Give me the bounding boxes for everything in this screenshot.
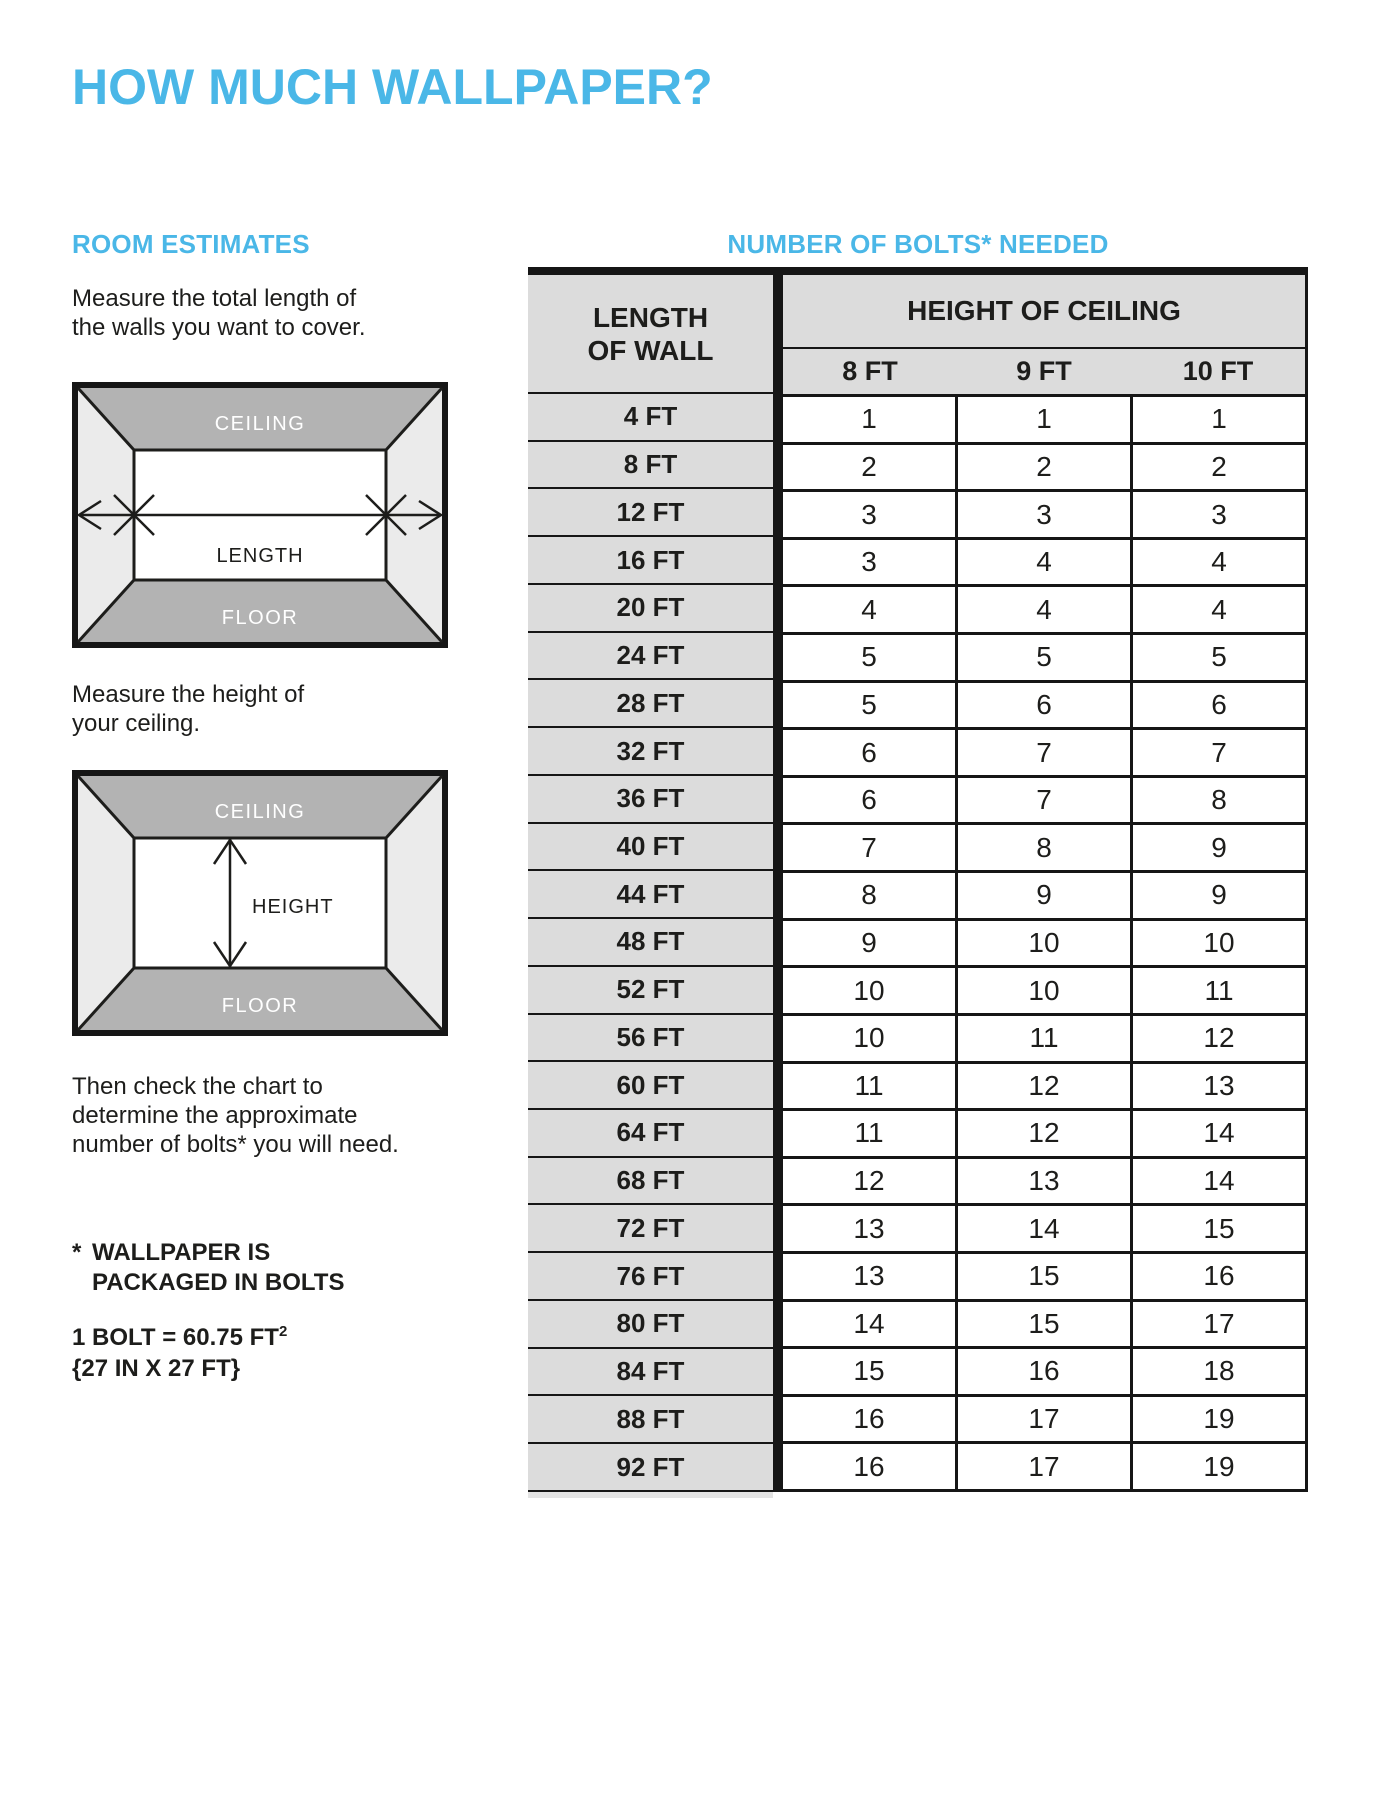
- row-label-cell: 72 FT: [528, 1205, 773, 1253]
- bolt-definition: [72, 1322, 287, 1384]
- bolt-count-cell: 10: [958, 968, 1133, 1013]
- bolt-count-cell: 16: [958, 1349, 1133, 1394]
- col-header-10ft: 10 FT: [1182, 356, 1254, 386]
- table-row: [783, 1302, 1305, 1350]
- floor-label: FLOOR: [221, 995, 299, 1017]
- row-label-cell: 36 FT: [528, 776, 773, 824]
- row-label-cell: 56 FT: [528, 1015, 773, 1063]
- bolt-count-cell: 14: [1133, 1111, 1305, 1156]
- ceiling-height-subheaders: [783, 349, 1305, 394]
- table-row: [783, 1111, 1305, 1159]
- bolt-count-cell: 6: [783, 778, 958, 823]
- col-header-8ft: 8 FT: [842, 356, 898, 386]
- bolt-count-cell: 4: [1133, 540, 1305, 585]
- bolt-count-cell: 7: [958, 778, 1133, 823]
- bolt-count-cell: 13: [958, 1159, 1133, 1204]
- page-title: HOW MUCH WALLPAPER?: [72, 59, 713, 115]
- instruction-height: [72, 680, 304, 738]
- bolt-count-cell: 11: [958, 1016, 1133, 1061]
- instruction-chart-line1: Then check the chart to: [72, 1073, 323, 1100]
- bolt-count-cell: 14: [958, 1206, 1133, 1251]
- ceiling-label: CEILING: [214, 413, 306, 435]
- row-label-cell: 4 FT: [528, 394, 773, 442]
- bolt-count-grid: [783, 394, 1305, 1492]
- table-row: [783, 1016, 1305, 1064]
- bolt-count-cell: 17: [958, 1397, 1133, 1442]
- bolt-count-cell: 14: [1133, 1159, 1305, 1204]
- row-label-cell: 52 FT: [528, 967, 773, 1015]
- bolt-count-cell: 8: [958, 825, 1133, 870]
- bolt-count-cell: 1: [783, 397, 958, 442]
- bolt-count-cell: 18: [1133, 1349, 1305, 1394]
- table-row: [783, 1064, 1305, 1112]
- instruction-length-line1: Measure the total length of: [72, 285, 357, 312]
- asterisk: *: [72, 1239, 82, 1266]
- bolt-count-cell: 3: [783, 492, 958, 537]
- bolt-count-cell: 8: [783, 873, 958, 918]
- height-label: HEIGHT: [252, 896, 334, 918]
- bolt-count-cell: 2: [783, 445, 958, 490]
- bolt-count-cell: 19: [1133, 1397, 1305, 1442]
- bolt-count-cell: 10: [783, 1016, 958, 1061]
- bolt-count-cell: 7: [783, 825, 958, 870]
- bolt-count-cell: 4: [1133, 587, 1305, 632]
- table-row: [783, 921, 1305, 969]
- row-label-cell: 32 FT: [528, 728, 773, 776]
- table-divider-bar: [773, 275, 783, 1492]
- bolt-count-cell: 10: [958, 921, 1133, 966]
- bolt-count-cell: 15: [958, 1302, 1133, 1347]
- length-of-wall-header: LENGTH OF WALL: [528, 275, 773, 394]
- bolt-count-cell: 19: [1133, 1444, 1305, 1489]
- bolt-count-cell: 17: [1133, 1302, 1305, 1347]
- bolt-count-cell: 8: [1133, 778, 1305, 823]
- bolt-count-cell: 5: [783, 683, 958, 728]
- instruction-height-line2: your ceiling.: [72, 710, 201, 737]
- ceiling-height-columns: [783, 275, 1308, 1492]
- bolt-count-cell: 15: [783, 1349, 958, 1394]
- row-label-cell: 24 FT: [528, 633, 773, 681]
- bolt-count-cell: 1: [1133, 397, 1305, 442]
- table-row: [783, 873, 1305, 921]
- bolt-count-cell: 5: [958, 635, 1133, 680]
- bolt-count-cell: 3: [783, 540, 958, 585]
- bolt-count-cell: 11: [783, 1064, 958, 1109]
- instruction-length-line2: the walls you want to cover.: [72, 314, 366, 341]
- room-length-diagram: [72, 382, 448, 648]
- bolt-count-cell: 12: [958, 1064, 1133, 1109]
- bolt-count-cell: 4: [958, 587, 1133, 632]
- bolt-count-cell: 5: [783, 635, 958, 680]
- row-label-cell: 60 FT: [528, 1062, 773, 1110]
- bolt-count-cell: 16: [1133, 1254, 1305, 1299]
- bolt-count-cell: 2: [1133, 445, 1305, 490]
- bolt-count-cell: 9: [958, 873, 1133, 918]
- footnote-line2: PACKAGED IN BOLTS: [92, 1269, 345, 1296]
- bolt-count-cell: 6: [958, 683, 1133, 728]
- row-label-cell: 68 FT: [528, 1158, 773, 1206]
- bolts-needed-heading: NUMBER OF BOLTS* NEEDED: [727, 229, 1109, 259]
- bolt-count-cell: 3: [958, 492, 1133, 537]
- bolt-dimensions: {27 IN X 27 FT}: [72, 1355, 241, 1382]
- floor-label: FLOOR: [221, 607, 299, 629]
- height-of-ceiling-header: HEIGHT OF CEILING: [783, 275, 1305, 349]
- bolt-count-cell: 15: [1133, 1206, 1305, 1251]
- instruction-chart-line2: determine the approximate: [72, 1102, 358, 1129]
- table-bottom-shadow: [528, 1492, 773, 1498]
- room-height-diagram: [72, 770, 448, 1036]
- table-row: [783, 968, 1305, 1016]
- table-top-rule: [528, 267, 1308, 275]
- room-estimates-heading: ROOM ESTIMATES: [72, 229, 310, 259]
- bolt-count-cell: 11: [1133, 968, 1305, 1013]
- instruction-length: [72, 284, 365, 342]
- row-label-cell: 40 FT: [528, 824, 773, 872]
- bolt-count-cell: 6: [1133, 683, 1305, 728]
- table-row: [783, 1349, 1305, 1397]
- row-label-cell: 84 FT: [528, 1349, 773, 1397]
- row-label-cell: 80 FT: [528, 1301, 773, 1349]
- bolt-count-cell: 1: [958, 397, 1133, 442]
- bolt-count-cell: 11: [783, 1111, 958, 1156]
- table-row: [783, 1159, 1305, 1207]
- table-row: [783, 635, 1305, 683]
- ceiling-label: CEILING: [214, 801, 306, 823]
- row-label-cell: 20 FT: [528, 585, 773, 633]
- length-label: LENGTH: [216, 545, 304, 567]
- col-header-9ft: 9 FT: [1016, 356, 1072, 386]
- table-row: [783, 730, 1305, 778]
- row-label-cell: 16 FT: [528, 537, 773, 585]
- bolt-count-cell: 16: [783, 1397, 958, 1442]
- bolt-count-cell: 12: [783, 1159, 958, 1204]
- instruction-height-line1: Measure the height of: [72, 681, 305, 708]
- bolt-count-cell: 13: [783, 1206, 958, 1251]
- row-label-cell: 8 FT: [528, 442, 773, 490]
- table-row: [783, 492, 1305, 540]
- row-label-cell: 64 FT: [528, 1110, 773, 1158]
- row-label-cell: 12 FT: [528, 489, 773, 537]
- bolt-count-cell: 12: [1133, 1016, 1305, 1061]
- row-label-cell: 76 FT: [528, 1253, 773, 1301]
- table-row: [783, 587, 1305, 635]
- bolt-count-cell: 3: [1133, 492, 1305, 537]
- row-label-list: [528, 394, 773, 1492]
- bolts-table: [528, 267, 1308, 1498]
- row-label-cell: 92 FT: [528, 1444, 773, 1492]
- bolt-count-cell: 4: [958, 540, 1133, 585]
- bolt-count-cell: 7: [1133, 730, 1305, 775]
- bolt-count-cell: 9: [783, 921, 958, 966]
- row-label-cell: 28 FT: [528, 680, 773, 728]
- table-row: [783, 445, 1305, 493]
- bolt-count-cell: 4: [783, 587, 958, 632]
- table-row: [783, 683, 1305, 731]
- bolt-count-cell: 2: [958, 445, 1133, 490]
- instruction-chart-line3: number of bolts* you will need.: [72, 1131, 399, 1158]
- table-row: [783, 1444, 1305, 1492]
- bolt-count-cell: 17: [958, 1444, 1133, 1489]
- bolts-footnote: [72, 1238, 344, 1298]
- footnote-line1: WALLPAPER IS: [92, 1239, 271, 1266]
- row-label-cell: 48 FT: [528, 919, 773, 967]
- bolt-equation: 1 BOLT = 60.75 $FT^2$: [72, 1323, 288, 1351]
- bolt-count-cell: 10: [783, 968, 958, 1013]
- table-row: [783, 540, 1305, 588]
- table-row: [783, 825, 1305, 873]
- bolt-count-cell: 9: [1133, 873, 1305, 918]
- bolt-count-cell: 9: [1133, 825, 1305, 870]
- table-row: [783, 1206, 1305, 1254]
- table-row: [783, 397, 1305, 445]
- row-label-cell: 44 FT: [528, 871, 773, 919]
- bolt-count-cell: 13: [783, 1254, 958, 1299]
- table-row: [783, 1397, 1305, 1445]
- bolt-count-cell: 7: [958, 730, 1133, 775]
- length-of-wall-column: [528, 275, 773, 1498]
- bolt-count-cell: 15: [958, 1254, 1133, 1299]
- bolt-count-cell: 16: [783, 1444, 958, 1489]
- row-label-cell: 88 FT: [528, 1396, 773, 1444]
- table-row: [783, 1254, 1305, 1302]
- table-row: [783, 778, 1305, 826]
- bolt-count-cell: 13: [1133, 1064, 1305, 1109]
- bolt-count-cell: 10: [1133, 921, 1305, 966]
- squared-superscript: 2: [278, 1323, 288, 1340]
- bolt-count-cell: 12: [958, 1111, 1133, 1156]
- bolt-count-cell: 14: [783, 1302, 958, 1347]
- bolt-count-cell: 5: [1133, 635, 1305, 680]
- bolt-count-cell: 6: [783, 730, 958, 775]
- instruction-chart: [72, 1072, 399, 1159]
